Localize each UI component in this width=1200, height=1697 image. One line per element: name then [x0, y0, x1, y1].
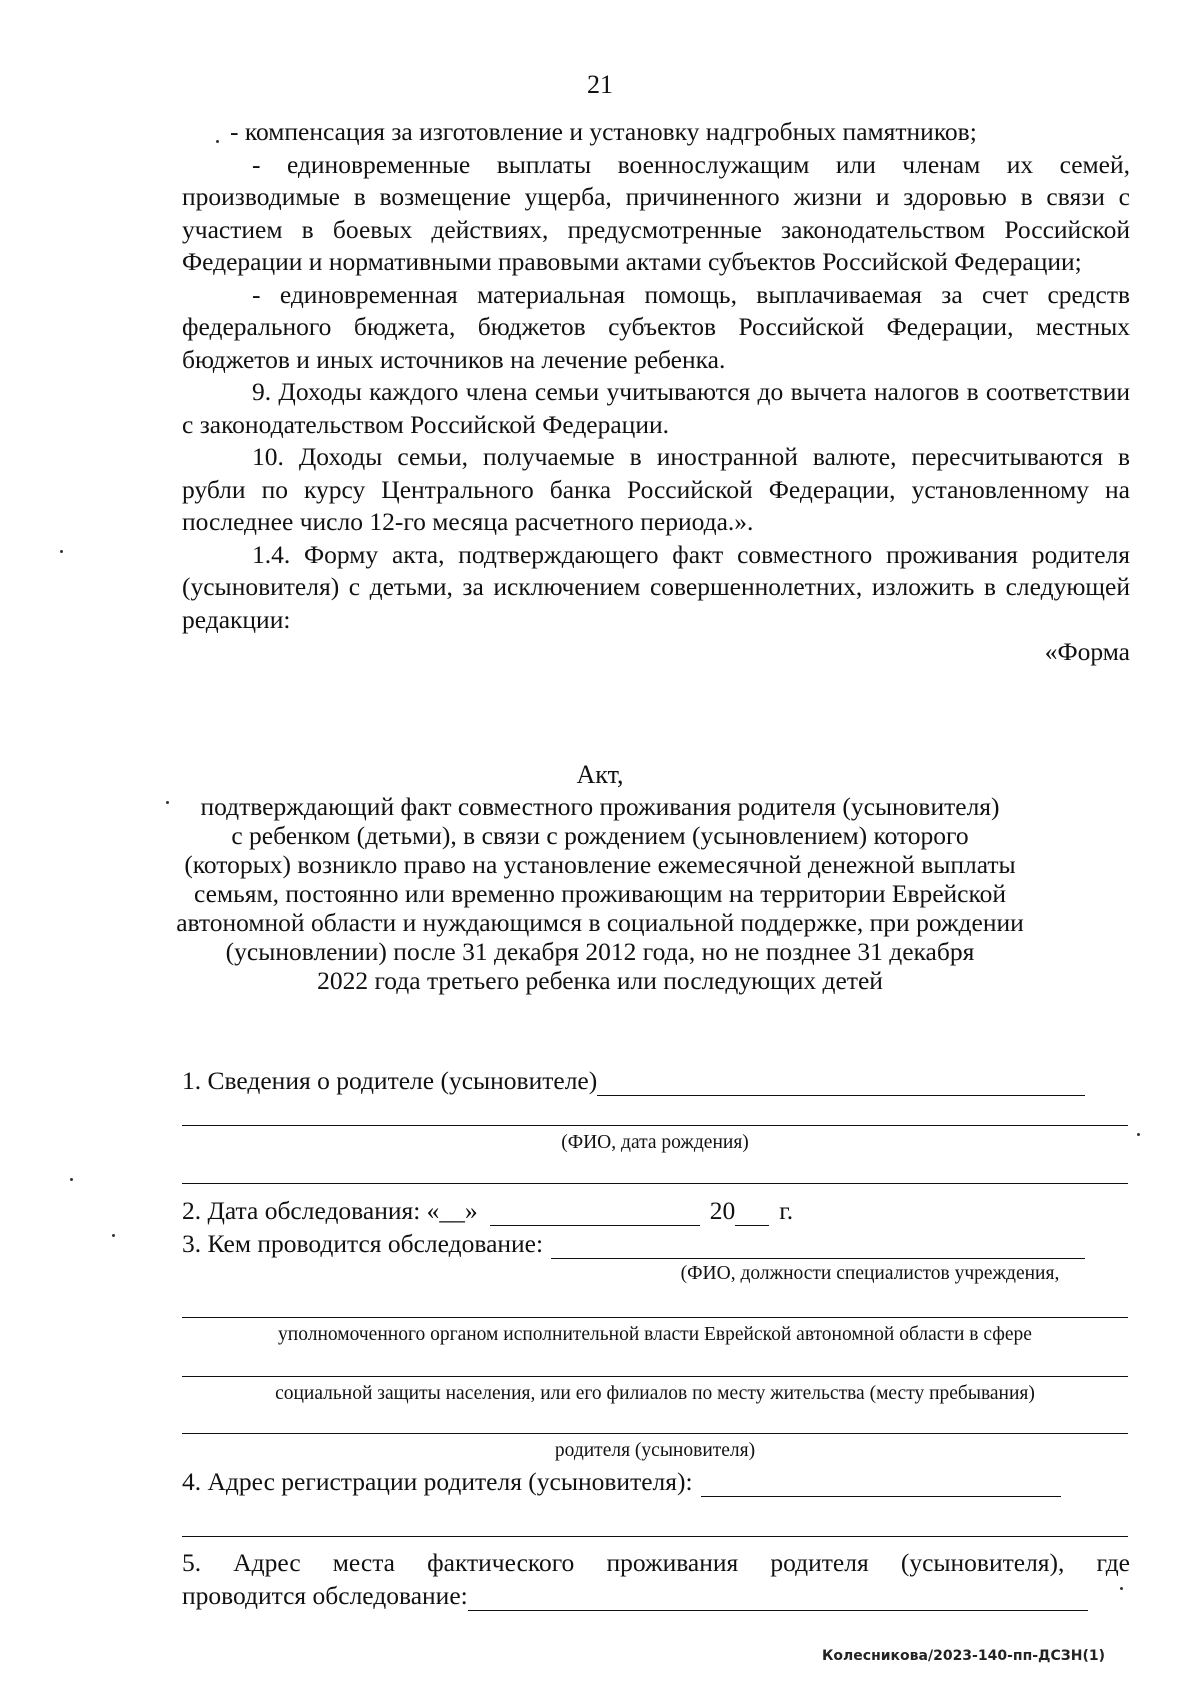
form-label: «Форма	[1044, 637, 1130, 666]
exam-date-year-suffix: г.	[779, 1196, 794, 1225]
act-title-line: семьям, постоянно или временно проживающим на территории Еврейской	[194, 879, 1006, 908]
act-title-line: (которых) возникло право на установление ежемесячной денежной выплаты	[184, 850, 1016, 879]
scan-speck	[1137, 1133, 1140, 1136]
actual-address-label-2: проводится обследование:	[182, 1581, 468, 1610]
field-exam-date	[182, 1196, 793, 1226]
exam-date-year-input[interactable]	[735, 1199, 769, 1226]
act-title-line: (усыновлении) после 31 декабря 2012 года, но не позднее 31 декабря	[225, 937, 975, 966]
examiner-caption-4: родителя (усыновителя)	[554, 1440, 756, 1461]
page-number: 21	[587, 70, 613, 99]
act-title-line: с ребенком (детьми), в связи с рождением (усыновлением) которого	[231, 821, 969, 850]
act-title	[0, 760, 1200, 995]
act-title-line: автономной области и нуждающимся в социальной поддержке, при рождении	[176, 908, 1024, 937]
registration-address-input[interactable]	[701, 1470, 1061, 1497]
field-parent-info	[182, 1066, 1085, 1096]
examiner-input-line-3[interactable]	[182, 1376, 1128, 1377]
parent-info-input-line[interactable]	[597, 1069, 1085, 1096]
paragraph-material-aid: - единовременная материальная помощь, выплачиваемая за счет средств федерального бюджета, бюджетов субъектов Российской Федерации, местных бюджетов и иных источников на лечение ребенка.	[182, 279, 1130, 374]
actual-address-input[interactable]	[468, 1584, 1088, 1611]
examiner-caption-1: (ФИО, должности специалистов учреждения,	[680, 1263, 1060, 1284]
field-examiner	[182, 1229, 1085, 1259]
field-registration-address	[182, 1467, 1061, 1497]
field-actual-address-line2	[182, 1581, 1088, 1611]
paragraph-1-4: 1.4. Форму акта, подтверждающего факт совместного проживания родителя (усыновителя) с детьми, за исключением совершеннолетних, изложить в следующей редакции:	[182, 539, 1130, 634]
scan-speck	[166, 801, 169, 804]
paragraph-9: 9. Доходы каждого члена семьи учитываются до вычета налогов в соответствии с законодательством Российской Федерации.	[182, 377, 1130, 439]
examiner-label: 3. Кем проводится обследование:	[182, 1229, 544, 1258]
actual-address-label-1: 5. Адрес места фактического проживания родителя (усыновителя), где	[182, 1548, 1130, 1577]
parent-info-caption: (ФИО, дата рождения)	[561, 1132, 749, 1153]
examiner-caption-2: уполномоченного органом исполнительной власти Еврейской автономной области в сфере	[278, 1324, 1032, 1345]
scan-speck	[112, 1234, 115, 1237]
examiner-caption-3: социальной защиты населения, или его филиалов по месту жительства (месту пребывания)	[275, 1383, 1035, 1404]
scan-speck	[216, 140, 219, 143]
examiner-input-line-2[interactable]	[182, 1317, 1128, 1318]
parent-info-input-line-3[interactable]	[182, 1183, 1128, 1184]
act-title-line: 2022 года третьего ребенка или последующих детей	[317, 966, 883, 995]
examiner-input-line-4[interactable]	[182, 1433, 1128, 1434]
examiner-input-line[interactable]	[551, 1232, 1085, 1259]
body-text	[182, 116, 1130, 669]
exam-date-label: 2. Дата обследования: «__»	[182, 1196, 478, 1225]
registration-address-input-2[interactable]	[182, 1536, 1128, 1537]
parent-info-input-line-2[interactable]	[182, 1125, 1128, 1126]
exam-date-year-prefix: 20	[709, 1196, 736, 1225]
paragraph-10: 10. Доходы семьи, получаемые в иностранной валюте, пересчитываются в рубли по курсу Центрального банка Российской Федерации, установленному на последнее число 12-го месяца расчетного периода.».	[182, 442, 1130, 536]
paragraph-compensation: - компенсация за изготовление и установку надгробных памятников;	[230, 117, 977, 146]
field-parent-info-label: 1. Сведения о родителе (усыновителе)	[182, 1066, 598, 1095]
act-title-line: подтверждающий факт совместного проживания родителя (усыновителя)	[200, 792, 1000, 821]
registration-address-label: 4. Адрес регистрации родителя (усыновителя):	[182, 1467, 693, 1496]
scan-speck	[1120, 1587, 1123, 1590]
document-code: Колесникова/2023-140-пп-ДСЗН(1)	[821, 1648, 1105, 1664]
paragraph-one-time-payments: - единовременные выплаты военнослужащим или членам их семей, производимые в возмещение ущерба, причиненного жизни и здоровью в связи с участием в боевых действиях, предусмотренные законодательством Российской Федерации и нормативными правовыми актами субъектов Российской Федерации;	[182, 149, 1130, 276]
act-heading: Акт,	[576, 760, 624, 789]
scan-speck	[60, 550, 63, 553]
scan-speck	[70, 1178, 73, 1181]
field-actual-address	[182, 1548, 1130, 1578]
exam-date-month-input[interactable]	[490, 1199, 700, 1226]
